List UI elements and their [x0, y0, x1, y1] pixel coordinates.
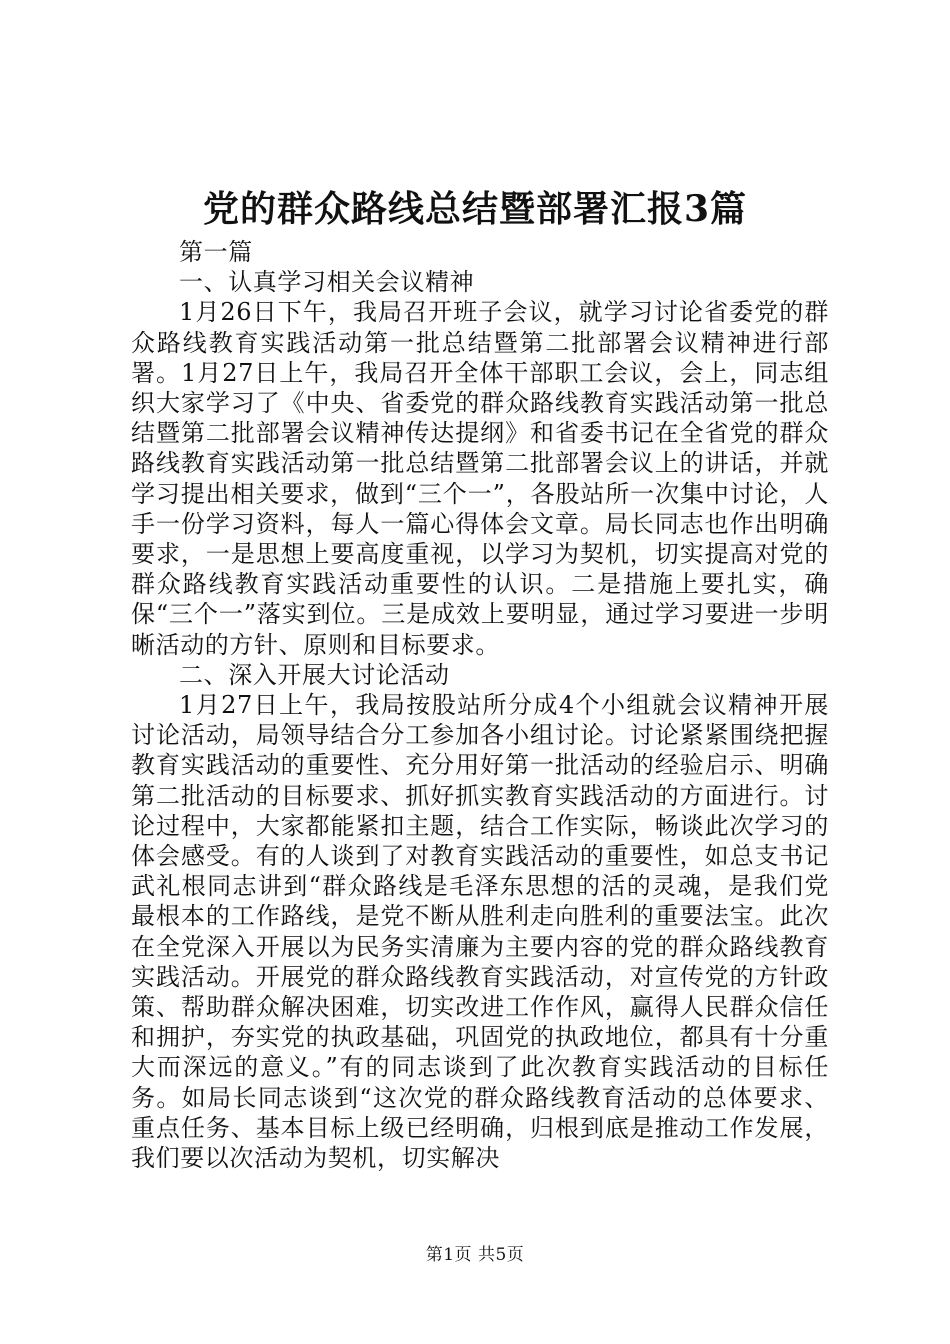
page-footer: 第1页 共5页	[425, 1245, 525, 1265]
section-heading-2: 二、深入开展大讨论活动	[179, 660, 450, 689]
document-body	[131, 237, 829, 1173]
paragraph-2: 1月27日上午，我局按股站所分成4个小组就会议精神开展讨论活动，局领导结合分工参加各小组讨论。讨论紧紧围绕把握教育实践活动的重要性、充分用好第一批活动的经验启示、明确第二批活动的目标要求、抓好抓实教育实践活动的方面进行。讨论过程中，大家都能紧扣主题，结合工作实际，畅谈此次学习的体会感受。有的人谈到了对教育实践活动的重要性，如总支书记武礼根同志讲到“群众路线是毛泽东思想的活的灵魂，是我们党最根本的工作路线，是党不断从胜利走向胜利的重要法宝。此次在全党深入开展以为民务实清廉为主要内容的党的群众路线教育实践活动。开展党的群众路线教育实践活动，对宣传党的方针政策、帮助群众解决困难，切实改进工作作风，赢得人民群众信任和拥护，夯实党的执政基础，巩固党的执政地位，都具有十分重大而深远的意义。”有的同志谈到了此次教育实践活动的目标任务。如局长同志谈到“这次党的群众路线教育活动的总体要求、重点任务、基本目标上级已经明确，归根到底是推动工作发展，我们要以次活动为契机，切实解决	[131, 691, 829, 1173]
section-heading-1: 一、认真学习相关会议精神	[179, 268, 475, 297]
document-title: 党的群众路线总结暨部署汇报3篇	[202, 188, 748, 230]
paragraph-1: 1月26日下午，我局召开班子会议，就学习讨论省委党的群众路线教育实践活动第一批总结暨第二批部署会议精神进行部署。1月27日上午，我局召开全体干部职工会议，会上，同志组织大家学习了《中央、省委党的群众路线教育实践活动第一批总结暨第二批部署会议精神传达提纲》和省委书记在全省党的群众路线教育实践活动第一批总结暨第二批部署会议上的讲话，并就学习提出相关要求，做到“三个一”，各股站所一次集中讨论，人手一份学习资料，每人一篇心得体会文章。局长同志也作出明确要求，一是思想上要高度重视，以学习为契机，切实提高对党的群众路线教育实践活动重要性的认识。二是措施上要扎实，确保“三个一”落实到位。三是成效上要明显，通过学习要进一步明晰活动的方针、原则和目标要求。	[131, 298, 829, 659]
section-label: 第一篇	[179, 238, 253, 266]
